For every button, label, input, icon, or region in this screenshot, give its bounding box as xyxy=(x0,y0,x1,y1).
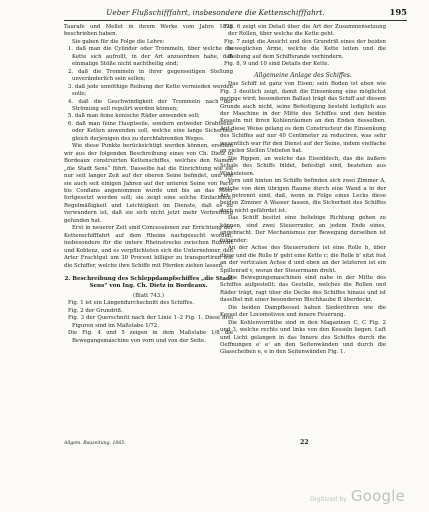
journal-footer: Allgem. Bauzeitung. 1865. xyxy=(64,441,126,446)
page-number: 195 xyxy=(389,7,407,17)
list-item: Fig. 6 zeigt ein Detail über die Art der Zusammensetzung der Rollen, über welche die Kette geht. xyxy=(224,24,386,38)
list-item: 1. daß man die Cylinder oder Trommeln, über welche die Kette sich aufrollt, in der Art anzuordnen habe, daß einmalige Stöße nicht nachtheilig sind; xyxy=(68,46,233,68)
left-column xyxy=(64,24,233,345)
right-column xyxy=(220,24,386,357)
list-item: Fig. 3 der Querschnitt nach der Linie 1–2 Fig. 1. Diese drei Figuren sind im Maßstabe 1/72. xyxy=(68,315,233,329)
paragraph: Die beiden Dampfkessel haben Siederöhren wie die Kessel der Locomotiven und innere Feuerung. xyxy=(220,304,386,319)
paragraph: An der Achse des Steuerruders ist eine Rolle b, über diese und die Rolle b' geht eine Kette c; die Rolle b' sitzt fest an der verticalen Achse d und oben an der letzteren ist ein Spillenrad v, woran der Steuermann dreht. xyxy=(220,245,386,274)
list-item: 2. daß die Trommeln in ihrer gegenseitigen Stellung unveränderlich sein sollen; xyxy=(68,68,233,83)
watermark-prefix: Digitized by xyxy=(309,496,347,503)
list-item: 3. daß jede unnöthige Reibung der Kette vermieden werden solle; xyxy=(68,83,233,98)
paragraph: Erst in neuerer Zeit sind Concessionen zur Errichtung der Kettenschifffahrt auf dem Rheine nachgesucht worden, insbesondere für die untere Rheinstrecke zwischen Ruhrort und Koblenz, und es verpflichteten sich die Unternehmer, den Arter Frachtgut um 30 Procent billiger zu transportiren wie die Schiffer, welche ihre Schiffe mit Pferden ziehen lassen. xyxy=(64,225,233,269)
paragraph: Vorn und hinten im Schiffe befinden sich zwei Zimmer A, welche von dem übrigen Raume durch eine Wand a in der Art getrennt sind, daß, wenn in Folge eines Lecks diese beiden Zimmer A Wasser fassen, die Sicherheit des Schiffes doch nicht gefährdet ist. xyxy=(220,178,386,214)
list-item: Fig. 7 zeigt die Ansicht und den Grundriß eines der beiden beweglichen Arme, welche die Kette leiten und die Reibung auf dem Schiffsrande verhindern. xyxy=(224,38,386,60)
paragraph: Die Bewegungsmaschinen sind nahe in der Mitte des Schiffes aufgestellt; das Gestelle, welches die Rollen und Räder trägt, ragt über die Decke des Schiffes hinaus und ist daselbst mit einer besonderen Blechhaube B überdeckt. xyxy=(220,274,386,304)
list-item: 4. daß die Geschwindigkeit der Trommeln nach der Strömung soll regulirt werden können; xyxy=(68,98,233,112)
paragraph: Die Rippen, an welche das Eisenblech, das die äußere Schale des Schiffs bildet, befestigt sind, bestehen aus Winkeleisen. xyxy=(220,155,386,177)
signature-mark: 22 xyxy=(300,439,309,446)
paragraph: Wie diese Punkte berücksichtigt werden können, ersehen wir aus der folgenden Beschreibung eines von Ch. Dietz in Bordeaux construirten Kettenschiffes, welches den Namen „die Stadt Sens“ führt. Dasselbe hat die Einrichtung wie sie nur seit langer Zeit auf der oberen Seine befindet, und wie sie auch seit einigen Jahren auf der unteren Seine von Paris bis Conflans angenommen wurde und bis an das Meer fortgesetzt werden soll; sie zeigt eine solche Einfachheit, Regelmäßigkeit und Leichtigkeit im Dienste, daß es zu verwundern ist, daß sie sich nicht jetzt mehr Verbreitung gefunden hat. xyxy=(64,143,233,224)
paragraph: Taurafe und Mellet in ihrem Werke vom Jahre 1828 beschrieben haben. xyxy=(64,24,233,38)
watermark-brand: Google xyxy=(350,487,405,505)
paragraph: Die Kohlenvorräthe sind in den Magazinen C, C Fig. 2 und 3, welche rechts und links von den Kesseln liegen. Luft und Licht gelangen in das Innere des Schiffes durch die Oeffnungen e' e' an den Seitenwänden und durch die Glasscheiben e, e in den Seitenwänden Fig. 1. xyxy=(220,319,386,356)
paragraph: Sie gaben für die Folge die Lehre: xyxy=(72,38,165,45)
header-title: Ueber Flußschifffahrt, insbesondere die Kettenschifffahrt. xyxy=(106,8,325,17)
list-item: Fig. 1 ist ein Längendurchschnitt des Schiffes. xyxy=(68,300,195,307)
section-heading: 2. Beschreibung des Schleppdampfschiffes „die Stadt Sens“ von Ing. Ch. Dietz in Bordeaux. xyxy=(64,275,233,290)
paragraph: Das Schiff besitzt eine beliebige Richtung gehen zu können, sind zwei Steuerruder, an jedem Ende eines, angebracht. Der Mechanismus zur Bewegung derselben ist folgender: xyxy=(220,215,386,244)
section-heading: Allgemeine Anlage des Schiffes. xyxy=(254,71,352,79)
plate-reference: (Blatt 743.) xyxy=(133,292,164,299)
list-item: 5. daß man feine konische Räder anwenden soll; xyxy=(68,113,200,120)
list-item: 6. daß man feine Hauptseile, sondern entweder Drahtseile oder Ketten anwenden soll, welche eine lange Sicherheit gleich derjenigen des zu durchfahrenden Weges. xyxy=(68,120,233,142)
header-rule xyxy=(64,20,407,21)
list-item: Fig. 2 der Grundriß. xyxy=(68,307,123,314)
running-header xyxy=(64,8,407,20)
spacer xyxy=(64,270,233,274)
list-item: Fig. 8, 9 und 10 sind Details der Kette. xyxy=(224,61,330,68)
digitized-watermark xyxy=(310,487,405,507)
list-item: Die Fig. 4 und 5 zeigen in dem Maßstabe 1/8 die Bewegungsmaschine von vorn und von der Seite. xyxy=(68,330,233,344)
paragraph: Das Schiff ist ganz von Eisen; sein Boden ist eben wie Fig. 3 deutlich zeigt, damit die Einsenkung eine möglichst geringe wird; besonderen Ballast trägt das Schiff auf diesem Grunde auch nicht, seine Befestigung besteht lediglich aus der Maschine in der Mitte des Schiffes und den beiden Kesseln mit ihren Kohlenräumen an den Enden desselben. Auf diese Weise gelang es dem Constructeur die Einsenkung des Schiffes auf nur 40 Centimeter zu reduciren, was sehr wesentlich war für den Dienst auf der Seine, indem vielfache an vielen Stellen Untiefen hat. xyxy=(220,81,386,155)
